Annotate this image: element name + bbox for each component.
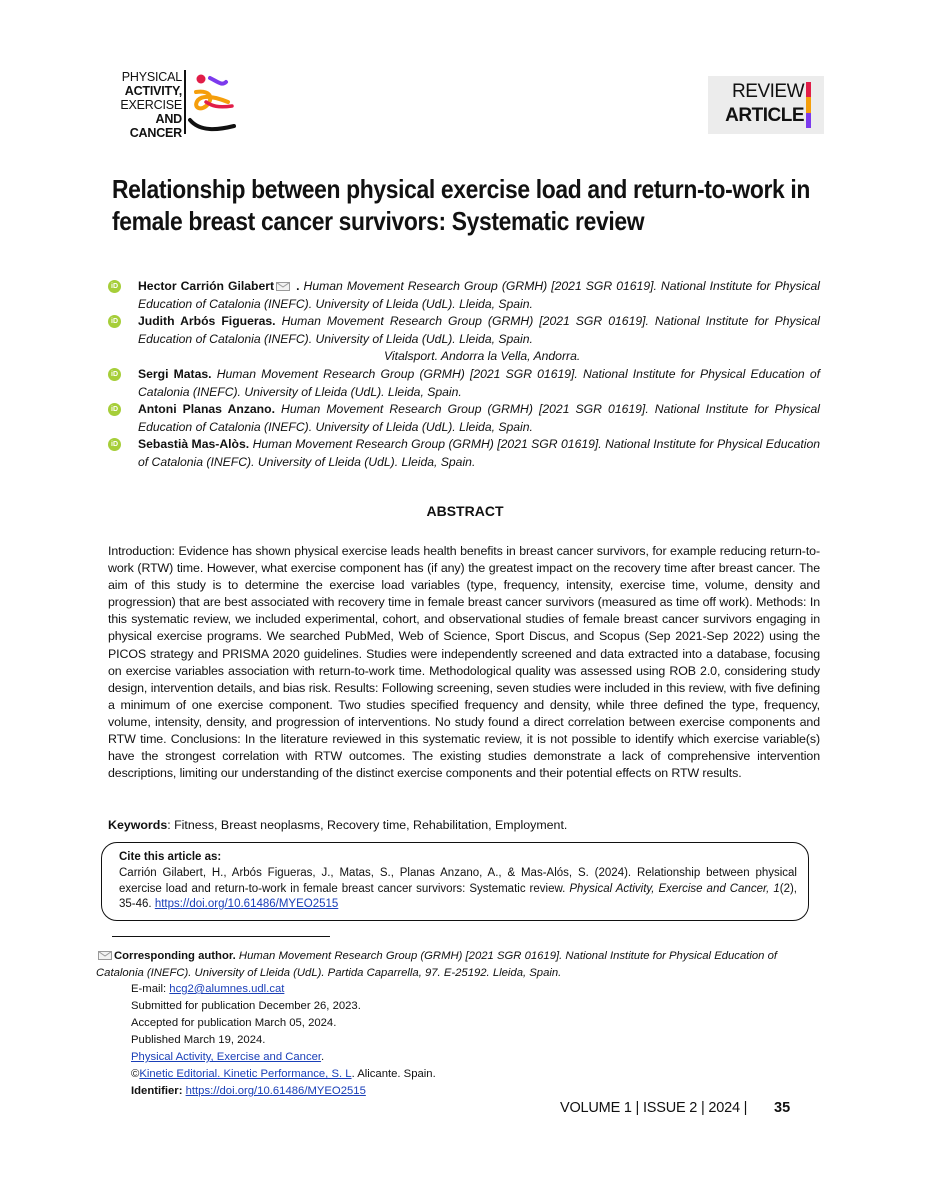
author-affiliation: Human Movement Research Group (GRMH) [2021 SGR 01619]. National Institute for Physical Education of Catalonia (INEFC). University of Lleida (UdL). Lleida, Spain.	[138, 279, 820, 311]
citation-heading: Cite this article as:	[119, 851, 222, 863]
journal-line	[131, 1049, 821, 1066]
email-link[interactable]: hcg2@alumnes.udl.cat	[169, 983, 285, 995]
logo-line-1: PHYSICAL	[121, 70, 182, 84]
publisher-line	[131, 1066, 821, 1083]
stripe-purple	[806, 113, 811, 128]
citation-text	[119, 866, 797, 913]
author-name: Sergi Matas.	[138, 366, 212, 381]
publisher-link[interactable]: Kinetic Editorial. Kinetic Performance, S. L	[139, 1068, 352, 1080]
author-affiliation: Human Movement Research Group (GRMH) [2021 SGR 01619]. National Institute for Physical Education of Catalonia (INEFC). University of Lleida (UdL). Lleida, Spain.	[138, 402, 820, 434]
stripe-orange	[806, 97, 811, 112]
corresponding-author-label: Corresponding author.	[114, 950, 236, 962]
email-label: E-mail:	[131, 983, 170, 995]
author-entry	[108, 313, 820, 366]
identifier-label: Identifier:	[131, 1085, 183, 1097]
keywords	[108, 817, 820, 834]
abstract-heading: ABSTRACT	[426, 503, 504, 519]
orcid-icon[interactable]: iD	[108, 315, 121, 328]
copyright-symbol: ©	[131, 1068, 140, 1080]
author-affiliation: Human Movement Research Group (GRMH) [2021 SGR 01619]. National Institute for Physical Education of Catalonia (INEFC). University of Lleida (UdL). Lleida, Spain.	[138, 437, 820, 469]
submitted-date: Submitted for publication December 26, 2023.	[131, 1000, 361, 1012]
identifier-line	[131, 1083, 821, 1100]
envelope-icon	[276, 282, 290, 291]
citation-plain: Carrión Gilabert, H., Arbós Figueras, J., Matas, S., Planas Anzano, A., & Mas-Alós, S. (2024). Relationship between physical exercise load and return-to-work in female breast cancer survivors: Systematic review.	[119, 867, 797, 895]
citation-doi-link[interactable]: https://doi.org/10.61486/MYEO2515	[154, 898, 339, 910]
logo-line-4: AND CANCER	[129, 112, 182, 140]
journal-logo-text	[112, 70, 182, 140]
publisher-location: . Alicante. Spain.	[351, 1068, 436, 1080]
orcid-icon[interactable]: iD	[108, 280, 121, 293]
citation-issue-pages: (2), 35-46.	[119, 882, 797, 910]
logo-divider	[184, 70, 186, 134]
stripe-red	[806, 82, 811, 97]
article-type-line-1: REVIEW	[732, 81, 804, 102]
author-name: Antoni Planas Anzano.	[138, 402, 275, 417]
article-type-line-2: ARTICLE	[725, 105, 804, 126]
author-entry	[108, 436, 820, 471]
envelope-icon	[98, 951, 112, 960]
corresponding-author-affiliation: Human Movement Research Group (GRMH) [2021 SGR 01619]. National Institute for Physical Education of Catalonia (INEFC). University of Lleida (UdL). Partida Caparrella, 97. E-25192. Lleida, Spain.	[96, 950, 778, 979]
footnote-rule	[112, 936, 330, 937]
article-type-label	[724, 80, 804, 128]
keywords-list: : Fitness, Breast neoplasms, Recovery time, Rehabilitation, Employment.	[167, 818, 568, 832]
author-separator: .	[292, 279, 304, 293]
author-list	[108, 278, 820, 472]
author-name: Judith Arbós Figueras.	[138, 314, 276, 329]
author-name: Hector Carrión Gilabert	[138, 279, 275, 293]
journal-link[interactable]: Physical Activity, Exercise and Cancer	[131, 1051, 322, 1063]
corresponding-author-note	[96, 948, 820, 982]
orcid-icon[interactable]: iD	[108, 368, 121, 381]
runner-logo-icon	[188, 72, 238, 134]
published-date: Published March 19, 2024.	[131, 1034, 266, 1046]
page-number: 35	[774, 1100, 791, 1116]
author-name: Sebastià Mas-Alòs.	[138, 437, 250, 452]
orcid-icon[interactable]: iD	[108, 403, 121, 416]
author-entry	[108, 401, 820, 436]
volume-issue-info: VOLUME 1 | ISSUE 2 | 2024 |	[560, 1100, 748, 1116]
abstract-body: Introduction: Evidence has shown physical exercise leads health benefits in breast cancer survivors, for example reducing return-to-work (RTW) time. However, what exercise component has (if any) the greatest impact on the recovery time after breast cancer. The aim of this study is to determine the exercise load variables (type, frequency, intensity, exercise time, volume, density and progression) that are best associated with recovery time in female breast cancer survivors (measured as time off work). Methods: In this systematic review, we included experimental, cohort, and observational studies of female breast cancer survivors engaging in physical exercise programs. We searched PubMed, Web of Science, Sport Discus, and Scopus (Sep 2021-Sep 2022) using the PICOS strategy and PRISMA 2020 guidelines. Studies were independently screened and data extracted into a database, focusing on exercise variables association with return-to-work time. Methodological quality was assessed using ROB 2.0, considering study design, intervention details, and bias risk. Results: Following screening, seven studies were included in this review, with five defining a minimum of one exercise component. Two studies specified frequency and density, while three defined the type, frequency, volume, intensity, density, and progression of interventions. No study found a direct correlation between exercise components and RTW time. Conclusions: In the literature reviewed in this systematic review, it is not possible to identify which exercise variable(s) have the strongest correlation with RTW outcomes. The existing studies demonstrate a lack of comprehensive intervention descriptions, limiting our understanding of the distinct exercise components and their potential effects on RTW results.	[108, 544, 820, 781]
author-entry	[108, 366, 820, 401]
logo-line-3: EXERCISE	[120, 98, 182, 112]
author-affiliation: Human Movement Research Group (GRMH) [2021 SGR 01619]. National Institute for Physical Education of Catalonia (INEFC). University of Lleida (UdL). Lleida, Spain.	[138, 314, 821, 346]
accepted-date: Accepted for publication March 05, 2024.	[131, 1017, 337, 1029]
email-line	[131, 981, 821, 998]
article-title: Relationship between physical exercise load and return-to-work in female breast cancer survivors: Systematic review	[112, 174, 811, 236]
citation-journal: Physical Activity, Exercise and Cancer, 1	[569, 882, 780, 895]
article-type-stripe	[806, 82, 811, 128]
identifier-link[interactable]: https://doi.org/10.61486/MYEO2515	[185, 1085, 366, 1097]
journal-period: .	[321, 1051, 325, 1063]
logo-line-2: ACTIVITY,	[124, 84, 182, 98]
author-affiliation: Human Movement Research Group (GRMH) [2021 SGR 01619]. National Institute for Physical Education of Catalonia (INEFC). University of Lleida (UdL). Lleida, Spain.	[138, 366, 820, 399]
orcid-icon[interactable]: iD	[108, 438, 121, 451]
author-entry	[108, 278, 820, 313]
keywords-label: Keywords	[108, 818, 168, 832]
author-extra-affiliation: Vitalsport. Andorra la Vella, Andorra.	[384, 349, 581, 364]
